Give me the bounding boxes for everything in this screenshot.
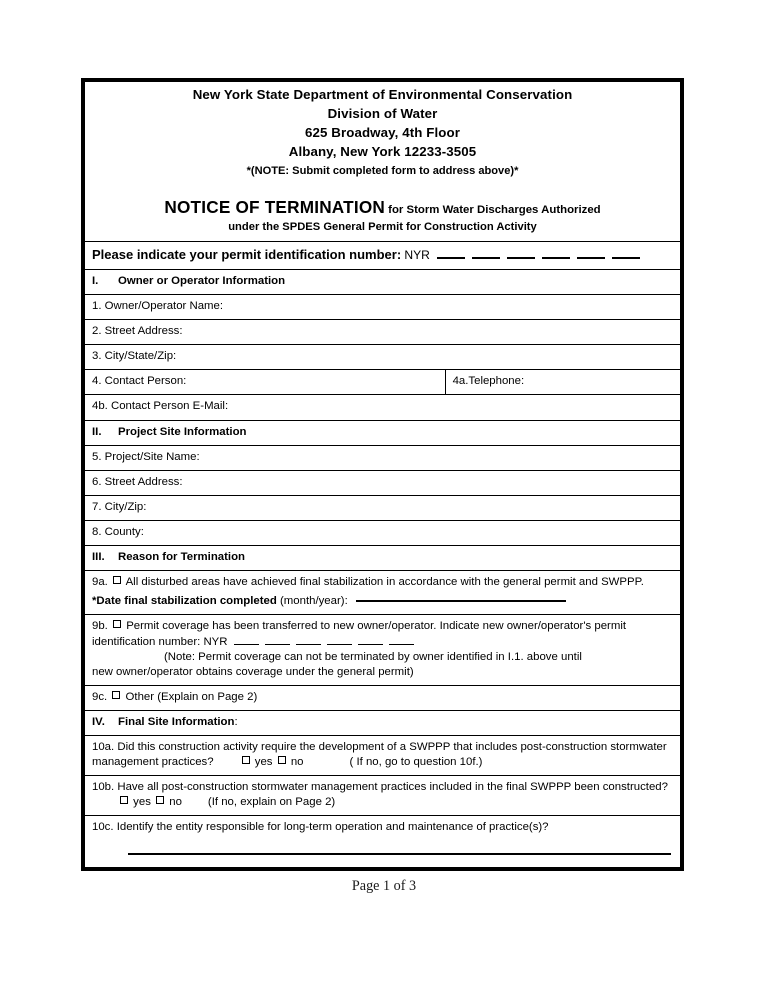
address-city-state-zip: Albany, New York 12233-3505: [288, 143, 477, 159]
item-9c-text: Other (Explain on Page 2): [125, 691, 258, 704]
checkbox-9a[interactable]: [113, 576, 121, 584]
item-9a-monthyear: (month/year):: [280, 594, 348, 607]
checkbox-10b-yes[interactable]: [120, 796, 128, 804]
project-name-row: [85, 445, 681, 470]
address-street: 625 Broadway, 4th Floor: [304, 124, 460, 140]
field-project-street-address[interactable]: 6. Street Address:: [85, 470, 681, 495]
item-10b-text: Have all post-construction stormwater management practices included in the final SWPPP been constructed?: [117, 781, 668, 794]
item-10b-no-label: no: [169, 796, 182, 809]
item-9a-number: 9a.: [92, 575, 108, 588]
entity-write-in[interactable]: [128, 853, 671, 855]
permit-blank-6[interactable]: [612, 246, 640, 259]
page-number-label: Page 1 of 3: [351, 878, 417, 894]
item-9a-text: All disturbed areas have achieved final stabilization in accordance with the general permit and SWPPP.: [125, 575, 644, 588]
section-three-title: Reason for Termination: [118, 550, 245, 563]
item-10c-row: [85, 816, 681, 868]
contact-row: [85, 370, 681, 395]
item-10c-text: Identify the entity responsible for long-term operation and maintenance of practice(s)?: [116, 821, 549, 834]
section-two-row: [85, 420, 681, 445]
permit-id-label: Please indicate your permit identification number:: [92, 247, 402, 263]
permit-blank-2[interactable]: [472, 246, 500, 259]
division-name: Division of Water: [327, 105, 438, 121]
item-10a: [85, 736, 681, 776]
item-10b-yes-label: yes: [133, 796, 151, 809]
masthead-cell: [85, 82, 681, 242]
item-10a-text: Did this construction activity require the development of a SWPPP that includes post-construction stormwater management practices?: [92, 741, 667, 769]
field-owner-city-state-zip[interactable]: 3. City/State/Zip:: [85, 345, 681, 370]
item-9b-blanks[interactable]: [228, 634, 414, 650]
section-four-colon: :: [234, 716, 238, 729]
field-owner-street-address[interactable]: 2. Street Address:: [85, 320, 681, 345]
item-9a-row: [85, 570, 681, 614]
section-three-heading: [85, 545, 681, 570]
section-three-numeral: III.: [92, 550, 105, 563]
item-10b-number: 10b.: [92, 781, 115, 794]
item-9b: [85, 614, 681, 685]
new-permit-blank-4[interactable]: [327, 634, 352, 645]
item-9c: [85, 686, 681, 711]
item-9b-text: Permit coverage has been transferred to new owner/operator. Indicate new owner/operator's permit identification number:: [92, 619, 627, 648]
checkbox-10a-yes[interactable]: [242, 756, 250, 764]
item-10a-row: [85, 736, 681, 776]
section-one-numeral: I.: [92, 275, 99, 288]
new-permit-blank-1[interactable]: [234, 634, 259, 645]
form-title: [92, 196, 673, 219]
date-stabilization-write-in[interactable]: [356, 590, 566, 602]
section-two-title: Project Site Information: [118, 425, 247, 438]
section-one-title: Owner or Operator Information: [118, 275, 286, 288]
field-project-county[interactable]: 8. County:: [85, 520, 681, 545]
section-three-row: [85, 545, 681, 570]
project-street-row: [85, 470, 681, 495]
permit-blank-5[interactable]: [577, 246, 605, 259]
section-four-title: Final Site Information: [118, 716, 235, 729]
section-one-row: [85, 270, 681, 295]
page-footer: [0, 878, 768, 895]
section-four-row: [85, 711, 681, 736]
section-four-heading: [85, 711, 681, 736]
permit-id-cell: [85, 242, 681, 270]
new-permit-blank-3[interactable]: [296, 634, 321, 645]
checkbox-10a-no[interactable]: [278, 756, 286, 764]
field-project-city-zip[interactable]: 7. City/Zip:: [85, 495, 681, 520]
item-9c-row: [85, 686, 681, 711]
field-contact-person[interactable]: 4. Contact Person:: [85, 370, 446, 395]
section-one-heading: [85, 270, 681, 295]
field-project-site-name[interactable]: 5. Project/Site Name:: [85, 445, 681, 470]
notice-title-block: [92, 196, 673, 236]
item-10b-hint: (If no, explain on Page 2): [207, 796, 336, 809]
form-outer-frame: [81, 78, 684, 871]
section-four-numeral: IV.: [92, 716, 105, 729]
item-10a-hint: ( If no, go to question 10f.): [349, 756, 483, 769]
item-9b-row: [85, 614, 681, 685]
item-10a-yes-label: yes: [254, 756, 273, 769]
item-9a-bold-label: *Date final stabilization completed: [92, 594, 277, 607]
item-10b-row: [85, 776, 681, 816]
item-9b-number: 9b.: [92, 619, 108, 632]
project-city-row: [85, 495, 681, 520]
checkbox-9b[interactable]: [113, 620, 121, 628]
owner-city-row: [85, 345, 681, 370]
item-9b-prefix: NYR: [203, 635, 228, 648]
project-county-row: [85, 520, 681, 545]
item-9a: [85, 570, 681, 614]
contact-email-row: [85, 395, 681, 420]
permit-id-row: [85, 242, 681, 270]
item-10b: [85, 776, 681, 816]
item-9c-number: 9c.: [92, 691, 108, 704]
masthead-row: [85, 82, 681, 242]
form-subtitle: under the SPDES General Permit for Construction Activity: [228, 220, 537, 233]
item-10c-number: 10c.: [92, 821, 114, 834]
checkbox-9c[interactable]: [112, 691, 120, 699]
owner-street-row: [85, 320, 681, 345]
permit-blank-4[interactable]: [542, 246, 570, 259]
checkbox-10b-no[interactable]: [156, 796, 164, 804]
field-contact-telephone[interactable]: 4a.Telephone:: [445, 370, 680, 395]
field-owner-operator-name[interactable]: 1. Owner/Operator Name:: [85, 295, 681, 320]
permit-id-blanks[interactable]: [430, 246, 640, 264]
section-two-heading: [85, 420, 681, 445]
agency-name: New York State Department of Environmental Conservation: [192, 87, 573, 102]
notice-of-termination-form: [84, 81, 681, 868]
permit-blank-1[interactable]: [437, 246, 465, 259]
field-contact-email[interactable]: 4b. Contact Person E-Mail:: [85, 395, 681, 420]
new-permit-blank-6[interactable]: [389, 634, 414, 645]
item-9b-note-line1: (Note: Permit coverage can not be terminated by owner identified in I.1. above until: [164, 651, 582, 663]
permit-prefix: NYR: [404, 248, 430, 263]
form-title-main: NOTICE OF TERMINATION: [164, 197, 385, 218]
item-10c: [85, 816, 681, 868]
section-two-numeral: II.: [92, 425, 102, 438]
owner-name-row: [85, 295, 681, 320]
permit-blank-3[interactable]: [507, 246, 535, 259]
item-10a-number: 10a.: [92, 741, 115, 754]
new-permit-blank-5[interactable]: [358, 634, 383, 645]
item-10a-no-label: no: [290, 756, 304, 769]
submit-note: *(NOTE: Submit completed form to address above)*: [246, 164, 519, 177]
form-title-suffix: for Storm Water Discharges Authorized: [385, 204, 601, 217]
new-permit-blank-2[interactable]: [265, 634, 290, 645]
item-9b-note-line2: new owner/operator obtains coverage under the general permit): [92, 666, 414, 679]
